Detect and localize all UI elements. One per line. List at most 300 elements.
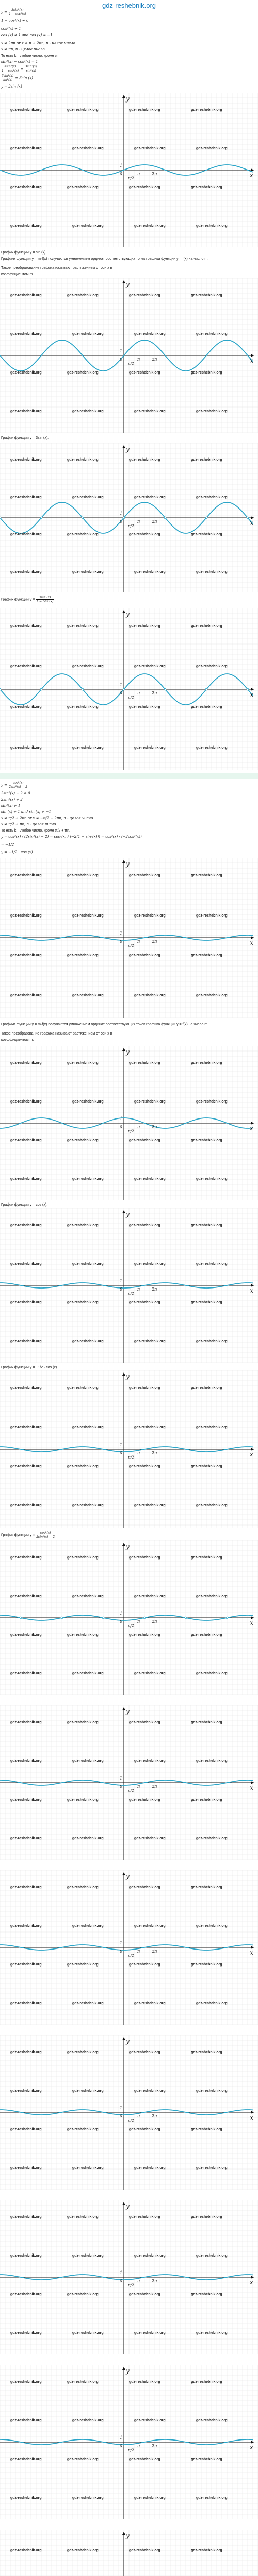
origin-label: 0 — [120, 2444, 123, 2448]
tick-label-pi-half: π/2 — [128, 176, 134, 180]
watermark: gdz-reshebnik.org — [67, 1798, 99, 1802]
numerator: cos²(x) — [36, 1531, 55, 1535]
watermark: gdz-reshebnik.org — [191, 458, 222, 462]
watermark: gdz-reshebnik.org — [129, 2293, 160, 2296]
origin-label: 0 — [120, 1949, 123, 1954]
y-axis-arrow — [122, 1707, 125, 1710]
watermark: gdz-reshebnik.org — [10, 533, 42, 536]
watermark: gdz-reshebnik.org — [191, 371, 222, 375]
watermark: gdz-reshebnik.org — [134, 332, 166, 336]
watermark: gdz-reshebnik.org — [134, 2254, 166, 2258]
watermark: gdz-reshebnik.org — [10, 2254, 42, 2258]
watermark: gdz-reshebnik.org — [72, 1177, 104, 1181]
watermark: gdz-reshebnik.org — [10, 294, 42, 297]
domain-condition-5: x ≠ πn, n - целое число. — [1, 47, 46, 52]
caption-coefficient: коэффициентом m. — [1, 273, 34, 276]
watermark: gdz-reshebnik.org — [10, 1595, 42, 1598]
tick-label-pi: π — [137, 172, 140, 176]
watermark: gdz-reshebnik.org — [129, 1139, 160, 1142]
tick-label-two-pi: 2π — [152, 1784, 157, 1789]
x-axis-label: x — [250, 519, 253, 527]
tick-label-one: 1 — [120, 1941, 123, 1945]
watermark: gdz-reshebnik.org — [196, 914, 228, 918]
x-axis-label: x — [250, 357, 253, 364]
x-axis-label: x — [250, 939, 253, 946]
simplification-step-1: $\frac{\text{3sin²(x)}}{\text{1 − cos²(x)}}$ = $\frac{\text{3sin²(x)}}{\text{sin²(x)}}$ — [2, 65, 37, 73]
watermark: gdz-reshebnik.org — [191, 1963, 222, 1967]
numerator: 3sin²(x) — [1, 65, 19, 69]
watermark: gdz-reshebnik.org — [134, 410, 166, 413]
identity: sin²(x) + cos²(x) = 1 — [1, 60, 38, 64]
tick-label-two-pi: 2π — [152, 1949, 157, 1954]
watermark: gdz-reshebnik.org — [10, 1386, 42, 1390]
graph-sin — [0, 93, 258, 247]
watermark: gdz-reshebnik.org — [129, 1556, 160, 1560]
tick-label-pi: π — [137, 1451, 140, 1455]
tick-label-one: 1 — [120, 163, 123, 168]
watermark: gdz-reshebnik.org — [196, 1595, 228, 1598]
watermark: gdz-reshebnik.org — [67, 533, 99, 536]
excluded-point — [61, 1617, 63, 1619]
watermark: gdz-reshebnik.org — [67, 1556, 99, 1560]
tick-label-pi: π — [137, 1949, 140, 1954]
watermark: gdz-reshebnik.org — [129, 1224, 160, 1227]
p2-formula-y-definition — [1, 781, 28, 789]
x-axis-label: x — [250, 2444, 253, 2451]
y-axis-label: y — [126, 1708, 130, 1715]
watermark: gdz-reshebnik.org — [134, 1177, 166, 1181]
tick-label-one: 1 — [120, 1116, 123, 1121]
watermark: gdz-reshebnik.org — [10, 2002, 42, 2005]
watermark: gdz-reshebnik.org — [196, 147, 228, 150]
tick-label-one: 1 — [120, 2435, 123, 2440]
watermark: gdz-reshebnik.org — [191, 1721, 222, 1724]
caption-prefix: График функции y = — [1, 1533, 35, 1537]
excluded-point — [82, 688, 84, 690]
tick-label-pi-half: π/2 — [128, 1292, 134, 1296]
watermark: gdz-reshebnik.org — [196, 2331, 228, 2335]
watermark: gdz-reshebnik.org — [72, 1262, 104, 1266]
tick-label-one: 1 — [120, 2270, 123, 2275]
watermark: gdz-reshebnik.org — [67, 2549, 99, 2552]
site-title[interactable]: gdz-reshebnik.org — [102, 2, 156, 9]
watermark: gdz-reshebnik.org — [134, 147, 166, 150]
p2-caption-coefficient: коэффициентом m. — [1, 1038, 34, 1042]
watermark: gdz-reshebnik.org — [67, 1139, 99, 1142]
watermark: gdz-reshebnik.org — [67, 874, 99, 877]
p2-simplification-result: = −1/2 — [1, 843, 14, 847]
watermark: gdz-reshebnik.org — [10, 2293, 42, 2296]
excluded-point — [247, 688, 249, 690]
watermark: gdz-reshebnik.org — [72, 1924, 104, 1928]
tick-label-pi: π — [137, 1784, 140, 1789]
watermark: gdz-reshebnik.org — [10, 1633, 42, 1637]
watermark: gdz-reshebnik.org — [72, 1759, 104, 1763]
denominator: sin²(x) — [26, 69, 36, 73]
watermark: gdz-reshebnik.org — [67, 2293, 99, 2296]
watermark: gdz-reshebnik.org — [191, 1139, 222, 1142]
p2-caption-original — [1, 1531, 55, 1539]
watermark: gdz-reshebnik.org — [196, 410, 228, 413]
x-axis-label: x — [250, 2279, 253, 2286]
watermark: gdz-reshebnik.org — [10, 954, 42, 957]
watermark: gdz-reshebnik.org — [196, 1177, 228, 1181]
watermark: gdz-reshebnik.org — [129, 2128, 160, 2131]
excluded-point — [143, 1617, 146, 1619]
x-axis-label: x — [250, 1619, 253, 1626]
watermark: gdz-reshebnik.org — [72, 2254, 104, 2258]
watermark: gdz-reshebnik.org — [10, 2128, 42, 2131]
y-axis-arrow — [122, 2532, 125, 2535]
tick-label-two-pi: 2π — [152, 2279, 157, 2283]
watermark: gdz-reshebnik.org — [191, 1633, 222, 1637]
p2-condition-2: 2sin²(x) ≠ 2 — [1, 798, 23, 802]
result: = 3sin (x) — [15, 76, 33, 80]
watermark: gdz-reshebnik.org — [67, 2050, 99, 2054]
watermark: gdz-reshebnik.org — [134, 914, 166, 918]
watermark: gdz-reshebnik.org — [72, 1340, 104, 1343]
tick-label-pi: π — [137, 1619, 140, 1624]
watermark: gdz-reshebnik.org — [67, 294, 99, 297]
watermark: gdz-reshebnik.org — [10, 1465, 42, 1468]
watermark: gdz-reshebnik.org — [67, 1633, 99, 1637]
tick-label-pi-half: π/2 — [128, 1624, 134, 1628]
graph-extra-3 — [0, 2035, 258, 2190]
tick-label-one: 1 — [120, 349, 123, 353]
watermark: gdz-reshebnik.org — [129, 1721, 160, 1724]
formula-y-definition — [1, 8, 26, 16]
y-axis-label: y — [126, 281, 130, 288]
watermark: gdz-reshebnik.org — [191, 705, 222, 709]
tick-label-two-pi: 2π — [152, 357, 157, 362]
tick-label-one: 1 — [120, 1279, 123, 1283]
watermark: gdz-reshebnik.org — [196, 1672, 228, 1675]
p2-condition-6: x ≠ π/2 + πn, n - целое число. — [1, 822, 57, 826]
p2-domain-note: То есть k – любое число, кроме π/2 + πn. — [1, 829, 70, 833]
watermark: gdz-reshebnik.org — [191, 1301, 222, 1304]
tick-label-one: 1 — [120, 511, 123, 516]
origin-label: 0 — [120, 519, 123, 524]
watermark: gdz-reshebnik.org — [10, 1262, 42, 1266]
watermark: gdz-reshebnik.org — [10, 224, 42, 228]
watermark: gdz-reshebnik.org — [72, 570, 104, 574]
watermark: gdz-reshebnik.org — [129, 1061, 160, 1065]
watermark: gdz-reshebnik.org — [72, 1837, 104, 1840]
p2-result-formula: y = −1/2 · cos (x) — [1, 850, 33, 854]
watermark: gdz-reshebnik.org — [134, 1837, 166, 1840]
y-axis-label: y — [126, 1048, 130, 1056]
watermark: gdz-reshebnik.org — [191, 2215, 222, 2219]
watermark: gdz-reshebnik.org — [10, 874, 42, 877]
watermark: gdz-reshebnik.org — [191, 533, 222, 536]
tick-label-pi-half: π/2 — [128, 696, 134, 700]
tick-label-pi: π — [137, 2279, 140, 2283]
watermark: gdz-reshebnik.org — [10, 1504, 42, 1507]
watermark: gdz-reshebnik.org — [196, 2254, 228, 2258]
tick-label-pi-half: π/2 — [128, 944, 134, 948]
denominator: sin²(x) — [2, 78, 13, 82]
watermark: gdz-reshebnik.org — [191, 1798, 222, 1802]
tick-label-one: 1 — [120, 2106, 123, 2110]
watermark: gdz-reshebnik.org — [72, 410, 104, 413]
watermark: gdz-reshebnik.org — [10, 1963, 42, 1967]
watermark: gdz-reshebnik.org — [196, 1837, 228, 1840]
y-axis-arrow — [122, 2367, 125, 2370]
p2-condition-4: sin (x) ≠ 1 and sin (x) ≠ −1 — [1, 810, 51, 814]
watermark: gdz-reshebnik.org — [196, 2496, 228, 2500]
y-axis-label: y — [126, 2202, 130, 2210]
graph-neg-half-cos — [0, 858, 258, 1018]
p2-simplification: y = cos²(x) / (2sin²(x) − 2) = cos²(x) / (−2(1 − sin²(x))) = cos²(x) / (−2cos²(x)) — [1, 835, 142, 839]
domain-condition-2: cos²(x) ≠ 1 — [1, 27, 21, 31]
watermark: gdz-reshebnik.org — [196, 1426, 228, 1429]
tick-label-one: 1 — [120, 683, 123, 687]
watermark: gdz-reshebnik.org — [134, 2496, 166, 2500]
numerator: cos²(x) — [8, 781, 28, 785]
excluded-point — [164, 517, 166, 519]
watermark: gdz-reshebnik.org — [129, 294, 160, 297]
watermark: gdz-reshebnik.org — [72, 1595, 104, 1598]
watermark: gdz-reshebnik.org — [191, 2380, 222, 2384]
watermark: gdz-reshebnik.org — [134, 994, 166, 997]
tick-label-pi: π — [137, 1125, 140, 1129]
watermark: gdz-reshebnik.org — [10, 624, 42, 628]
watermark: gdz-reshebnik.org — [67, 2215, 99, 2219]
watermark: gdz-reshebnik.org — [129, 533, 160, 536]
origin-label: 0 — [120, 172, 123, 176]
watermark: gdz-reshebnik.org — [72, 2089, 104, 2093]
watermark: gdz-reshebnik.org — [10, 1301, 42, 1304]
watermark: gdz-reshebnik.org — [191, 2549, 222, 2552]
y-axis-arrow — [122, 2037, 125, 2040]
domain-condition-1: 1 − cos²(x) ≠ 0 — [1, 19, 29, 23]
p2-caption-scaling-rule: Графики функции y = m·f(x) получаются умножением ординат соответствующих точек графика функции y = f(x) на число m. — [1, 1023, 209, 1026]
origin-label: 0 — [120, 1784, 123, 1789]
tick-label-pi-half: π/2 — [128, 1789, 134, 1793]
caption-3sin: График функции y = 3sin (x). — [1, 436, 49, 440]
watermark: gdz-reshebnik.org — [134, 1340, 166, 1343]
watermark: gdz-reshebnik.org — [196, 1340, 228, 1343]
watermark: gdz-reshebnik.org — [191, 1386, 222, 1390]
graph-extra-5 — [0, 2365, 258, 2519]
watermark: gdz-reshebnik.org — [10, 2215, 42, 2219]
watermark: gdz-reshebnik.org — [129, 1386, 160, 1390]
x-axis-label: x — [250, 1287, 253, 1294]
site-header[interactable] — [0, 0, 258, 8]
p2-condition-5: x ≠ π/2 + 2πn or x ≠ −π/2 + 2πn, n - целое число. — [1, 816, 94, 820]
y-axis-arrow — [122, 1372, 125, 1376]
watermark: gdz-reshebnik.org — [10, 1340, 42, 1343]
watermark: gdz-reshebnik.org — [134, 1759, 166, 1763]
origin-label: 0 — [120, 691, 123, 696]
watermark: gdz-reshebnik.org — [72, 2331, 104, 2335]
watermark: gdz-reshebnik.org — [191, 294, 222, 297]
watermark: gdz-reshebnik.org — [10, 332, 42, 336]
tick-label-pi-half: π/2 — [128, 2119, 134, 2123]
domain-condition-4: x ≠ 2πn or x ≠ π + 2πn, n - целое число. — [1, 41, 77, 45]
watermark: gdz-reshebnik.org — [196, 2419, 228, 2422]
tick-label-pi-half: π/2 — [128, 1129, 134, 1133]
watermark: gdz-reshebnik.org — [129, 624, 160, 628]
watermark: gdz-reshebnik.org — [10, 147, 42, 150]
x-axis-label: x — [250, 1125, 253, 1132]
denominator: 2sin²(x) − 2 — [36, 1535, 55, 1539]
watermark: gdz-reshebnik.org — [10, 2549, 42, 2552]
excluded-point — [0, 688, 1, 690]
watermark: gdz-reshebnik.org — [134, 2331, 166, 2335]
watermark: gdz-reshebnik.org — [67, 108, 99, 112]
tick-label-pi-half: π/2 — [128, 2283, 134, 2287]
tick-label-one: 1 — [120, 1611, 123, 1616]
x-axis-label: x — [250, 1784, 253, 1791]
watermark: gdz-reshebnik.org — [134, 1504, 166, 1507]
watermark: gdz-reshebnik.org — [72, 2496, 104, 2500]
watermark: gdz-reshebnik.org — [191, 624, 222, 628]
watermark: gdz-reshebnik.org — [72, 147, 104, 150]
watermark: gdz-reshebnik.org — [10, 665, 42, 668]
section-divider — [0, 773, 258, 779]
tick-label-one: 1 — [120, 931, 123, 936]
watermark: gdz-reshebnik.org — [72, 1426, 104, 1429]
excluded-point — [123, 688, 125, 690]
tick-label-pi: π — [137, 357, 140, 362]
caption-prefix: График функции y = — [1, 598, 35, 602]
watermark: gdz-reshebnik.org — [72, 994, 104, 997]
y-axis-label: y — [126, 2532, 130, 2539]
x-axis-label: x — [250, 172, 253, 179]
watermark: gdz-reshebnik.org — [10, 410, 42, 413]
watermark: gdz-reshebnik.org — [129, 2458, 160, 2461]
watermark: gdz-reshebnik.org — [129, 458, 160, 462]
tick-label-two-pi: 2π — [152, 691, 157, 696]
watermark: gdz-reshebnik.org — [134, 570, 166, 574]
watermark: gdz-reshebnik.org — [196, 224, 228, 228]
numerator: 3sin²(x) — [2, 74, 14, 78]
tick-label-two-pi: 2π — [152, 1451, 157, 1455]
watermark: gdz-reshebnik.org — [196, 746, 228, 750]
watermark: gdz-reshebnik.org — [10, 2380, 42, 2384]
graph-original-2 — [0, 1540, 258, 1695]
p2-condition-3: sin²(x) ≠ 1 — [1, 804, 21, 808]
watermark: gdz-reshebnik.org — [10, 1798, 42, 1802]
watermark: gdz-reshebnik.org — [67, 954, 99, 957]
p2-caption-scaling-name: Такое преобразование графика называют растяжением от оси x в — [1, 1032, 112, 1036]
fraction — [8, 8, 26, 16]
watermark: gdz-reshebnik.org — [67, 2128, 99, 2131]
watermark: gdz-reshebnik.org — [10, 2089, 42, 2093]
origin-label: 0 — [120, 1125, 123, 1129]
origin-label: 0 — [120, 1619, 123, 1624]
domain-note: То есть k – любое число, кроме πn. — [1, 54, 61, 58]
watermark: gdz-reshebnik.org — [67, 705, 99, 709]
watermark: gdz-reshebnik.org — [196, 2166, 228, 2170]
caption-scaling-name: Такое преобразование графика называют растяжением от оси x в — [1, 266, 112, 270]
watermark: gdz-reshebnik.org — [67, 1224, 99, 1227]
watermark: gdz-reshebnik.org — [72, 1100, 104, 1104]
watermark: gdz-reshebnik.org — [196, 1759, 228, 1763]
y-axis-arrow — [122, 445, 125, 448]
watermark: gdz-reshebnik.org — [10, 1924, 42, 1928]
watermark: gdz-reshebnik.org — [129, 1301, 160, 1304]
graph-original-1 — [0, 608, 258, 770]
watermark: gdz-reshebnik.org — [10, 1672, 42, 1675]
watermark: gdz-reshebnik.org — [10, 1100, 42, 1104]
tick-label-two-pi: 2π — [152, 2114, 157, 2119]
watermark: gdz-reshebnik.org — [67, 1301, 99, 1304]
origin-label: 0 — [120, 1451, 123, 1455]
watermark: gdz-reshebnik.org — [72, 2002, 104, 2005]
x-axis-label: x — [250, 691, 253, 698]
denominator: 1 − cos²(x) — [9, 12, 26, 16]
graph-3sin-restricted — [0, 443, 258, 592]
caption-sin: График функции y = sin (x). — [1, 251, 47, 255]
caption-original — [1, 596, 54, 603]
watermark: gdz-reshebnik.org — [10, 1177, 42, 1181]
watermark: gdz-reshebnik.org — [129, 874, 160, 877]
simplification-step-2 — [1, 74, 33, 82]
tick-label-pi-half: π/2 — [128, 524, 134, 528]
watermark: gdz-reshebnik.org — [67, 371, 99, 375]
tick-label-two-pi: 2π — [152, 939, 157, 944]
watermark: gdz-reshebnik.org — [10, 914, 42, 918]
graph-cos — [0, 1046, 258, 1200]
y-axis-arrow — [122, 95, 125, 98]
watermark: gdz-reshebnik.org — [67, 1886, 99, 1889]
watermark: gdz-reshebnik.org — [72, 2419, 104, 2422]
watermark: gdz-reshebnik.org — [129, 954, 160, 957]
watermark: gdz-reshebnik.org — [72, 224, 104, 228]
tick-label-pi: π — [137, 519, 140, 524]
excluded-point — [185, 1617, 187, 1619]
numerator: 3sin²(x) — [25, 65, 37, 69]
watermark: gdz-reshebnik.org — [129, 2549, 160, 2552]
watermark: gdz-reshebnik.org — [10, 1759, 42, 1763]
tick-label-one: 1 — [120, 1776, 123, 1781]
watermark: gdz-reshebnik.org — [191, 1224, 222, 1227]
graph-extra-2 — [0, 1870, 258, 2025]
watermark: gdz-reshebnik.org — [67, 458, 99, 462]
watermark: gdz-reshebnik.org — [134, 665, 166, 668]
excluded-point — [205, 688, 207, 690]
watermark: gdz-reshebnik.org — [10, 705, 42, 709]
y-axis-label: y — [126, 1211, 130, 1218]
watermark: gdz-reshebnik.org — [10, 570, 42, 574]
watermark: gdz-reshebnik.org — [129, 705, 160, 709]
watermark: gdz-reshebnik.org — [191, 2293, 222, 2296]
excluded-point — [123, 517, 125, 519]
watermark: gdz-reshebnik.org — [134, 224, 166, 228]
watermark: gdz-reshebnik.org — [134, 2166, 166, 2170]
graph-3sin — [0, 278, 258, 433]
watermark: gdz-reshebnik.org — [72, 665, 104, 668]
watermark: gdz-reshebnik.org — [10, 185, 42, 189]
y-axis-label: y — [126, 2038, 130, 2045]
y-axis-arrow — [122, 1543, 125, 1546]
watermark: gdz-reshebnik.org — [191, 954, 222, 957]
y-axis-arrow — [122, 1048, 125, 1051]
watermark: gdz-reshebnik.org — [72, 2166, 104, 2170]
watermark: gdz-reshebnik.org — [67, 1963, 99, 1967]
watermark: gdz-reshebnik.org — [191, 2050, 222, 2054]
watermark: gdz-reshebnik.org — [196, 1504, 228, 1507]
denominator: 1 − cos²(x) — [2, 69, 19, 73]
excluded-point — [247, 517, 249, 519]
watermark: gdz-reshebnik.org — [67, 2458, 99, 2461]
graph-neg-half-cos-2 — [0, 1208, 258, 1363]
watermark: gdz-reshebnik.org — [196, 332, 228, 336]
x-axis-label: x — [250, 2114, 253, 2121]
watermark: gdz-reshebnik.org — [67, 1465, 99, 1468]
